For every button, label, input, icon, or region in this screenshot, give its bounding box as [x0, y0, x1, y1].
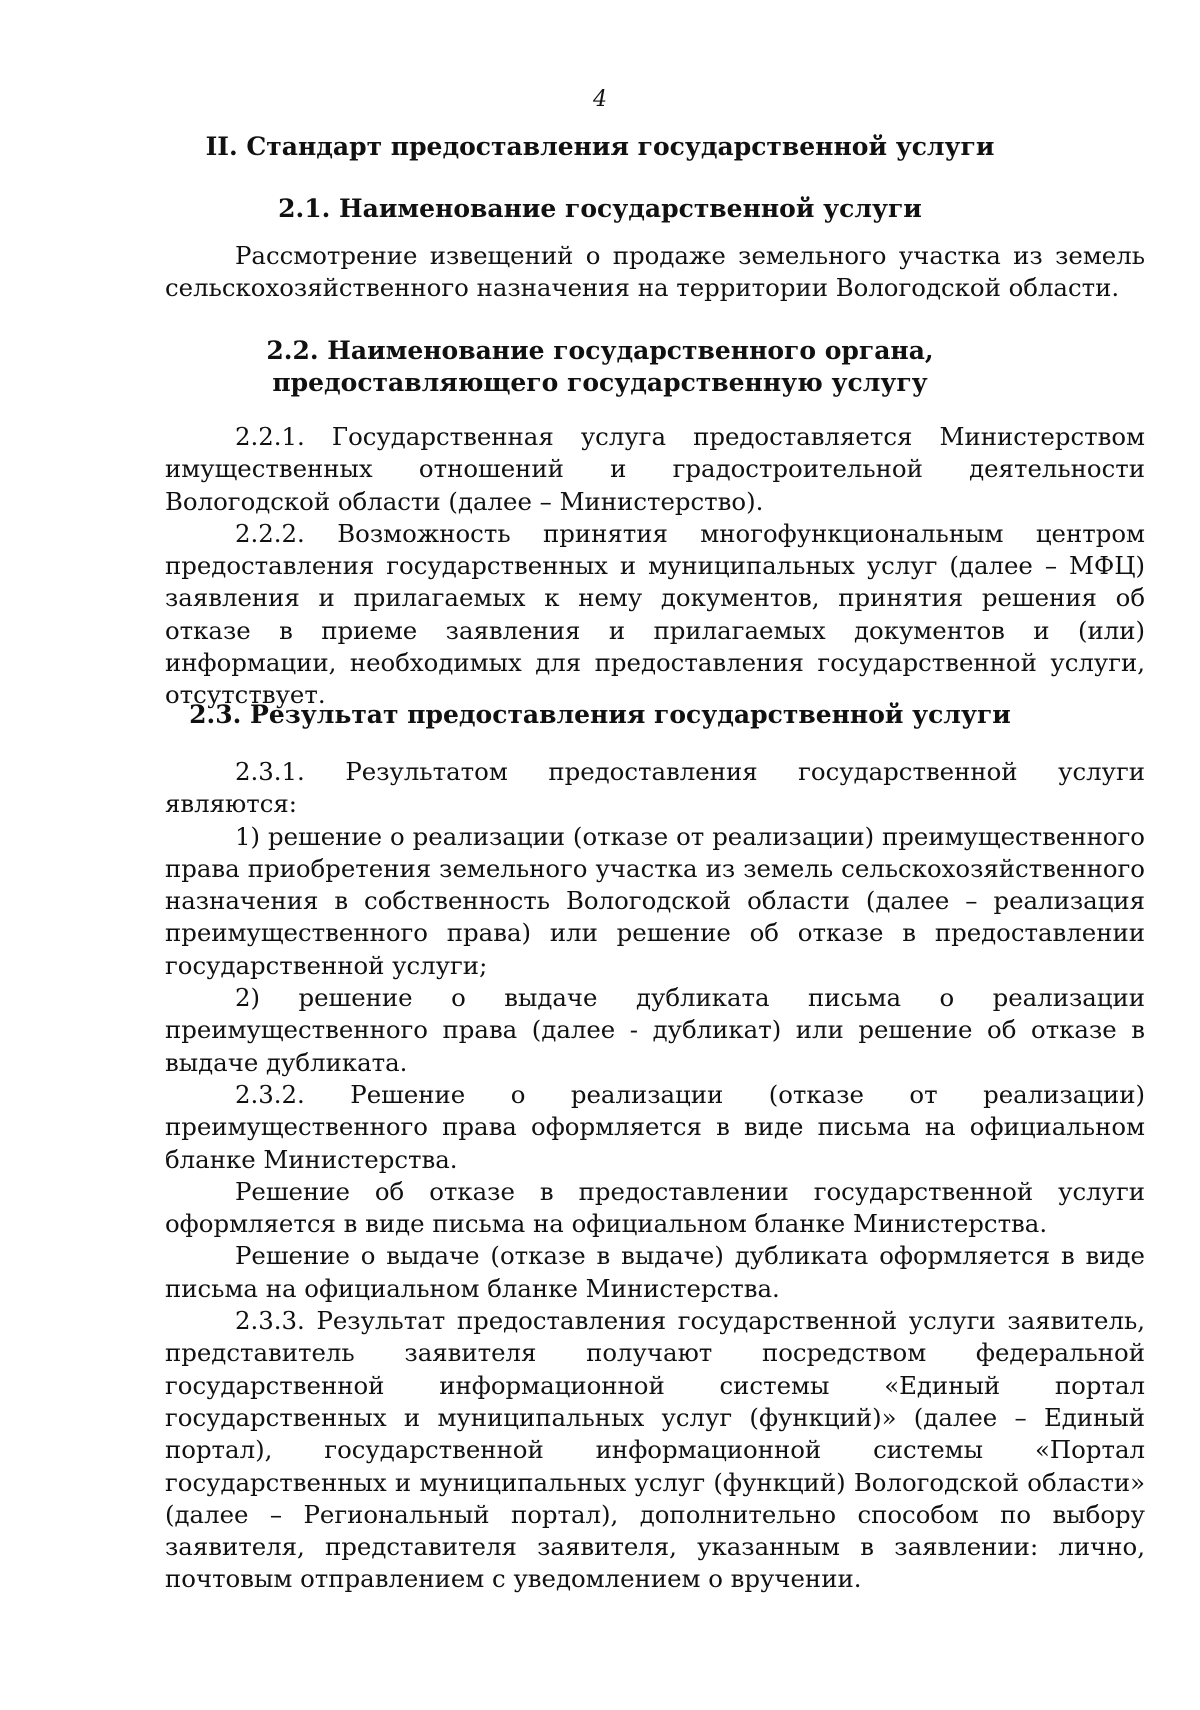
paragraph-2-3-1-item-2: 2) решение о выдаче дубликата письма о реализации преимущественного права (далее - дубликат) или решение об отказе в выдаче дубликата.	[165, 983, 1145, 1077]
paragraph-2-2-1: 2.2.1. Государственная услуга предоставляется Министерством имущественных отношений и градостроительной деятельности Вологодской области (далее – Министерство).	[165, 422, 1145, 516]
paragraph-2-3-2: 2.3.2. Решение о реализации (отказе от реализации) преимущественного права оформляется в виде письма на официальном бланке Министерства.	[165, 1079, 1145, 1174]
paragraph-2-2-2: 2.2.2. Возможность принятия многофункциональным центром предоставления государственных и муниципальных услуг (далее – МФЦ) заявления и прилагаемых к нему документов, принятия решения об отказе в приеме заявления и прилагаемых документов и (или) информации, необходимых для предоставления государственной услуги, отсутствует.	[165, 518, 1145, 710]
paragraph-2-3-2-duplicate: Решение о выдаче (отказе в выдаче) дубликата оформляется в виде письма на официальном бланке Министерства.	[165, 1241, 1145, 1303]
paragraph-2-3-2-refusal: Решение об отказе в предоставлении государственной услуги оформляется в виде письма на официальном бланке Министерства.	[165, 1176, 1145, 1239]
heading-2-1: 2.1. Наименование государственной услуги	[278, 194, 922, 223]
section-2-2-body	[165, 421, 1145, 712]
paragraph-2-3-3: 2.3.3. Результат предоставления государственной услуги заявитель, представитель заявителя получают посредством федеральной государственной информационной системы «Единый портал государственных и муниципальных услуг (функций)» (далее – Единый портал), государственной информационной системы «Портал государственных и муниципальных услуг (функций) Вологодской области» (далее – Региональный портал), дополнительно способом по выбору заявителя, представителя заявителя, указанным в заявлении: лично, почтовым отправлением с уведомлением о вручении.	[165, 1306, 1145, 1594]
section-title: II. Стандарт предоставления государственной услуги	[205, 132, 995, 161]
heading-2-2-line1: 2.2. Наименование государственного органа,	[266, 336, 934, 365]
heading-2-2-line2: предоставляющего государственную услугу	[272, 368, 928, 397]
paragraph-2-3-1-item-1: 1) решение о реализации (отказе от реализации) преимущественного права приобретения земельного участка из земель сельскохозяйственного назначения в собственность Вологодской области (далее – реализация преимущественного права) или решение об отказе в предоставлении государственной услуги;	[165, 821, 1145, 980]
heading-2-3: 2.3. Результат предоставления государственной услуги	[189, 700, 1011, 729]
page-number: 4	[593, 87, 607, 112]
section-2-1-body	[165, 240, 1145, 305]
paragraph-2-3-1: 2.3.1. Результатом предоставления государственной услуги являются:	[165, 757, 1145, 819]
paragraph-2-1: Рассмотрение извещений о продаже земельного участка из земель сельскохозяйственного назначения на территории Вологодской области.	[165, 241, 1145, 303]
section-2-3-body	[165, 756, 1145, 1596]
